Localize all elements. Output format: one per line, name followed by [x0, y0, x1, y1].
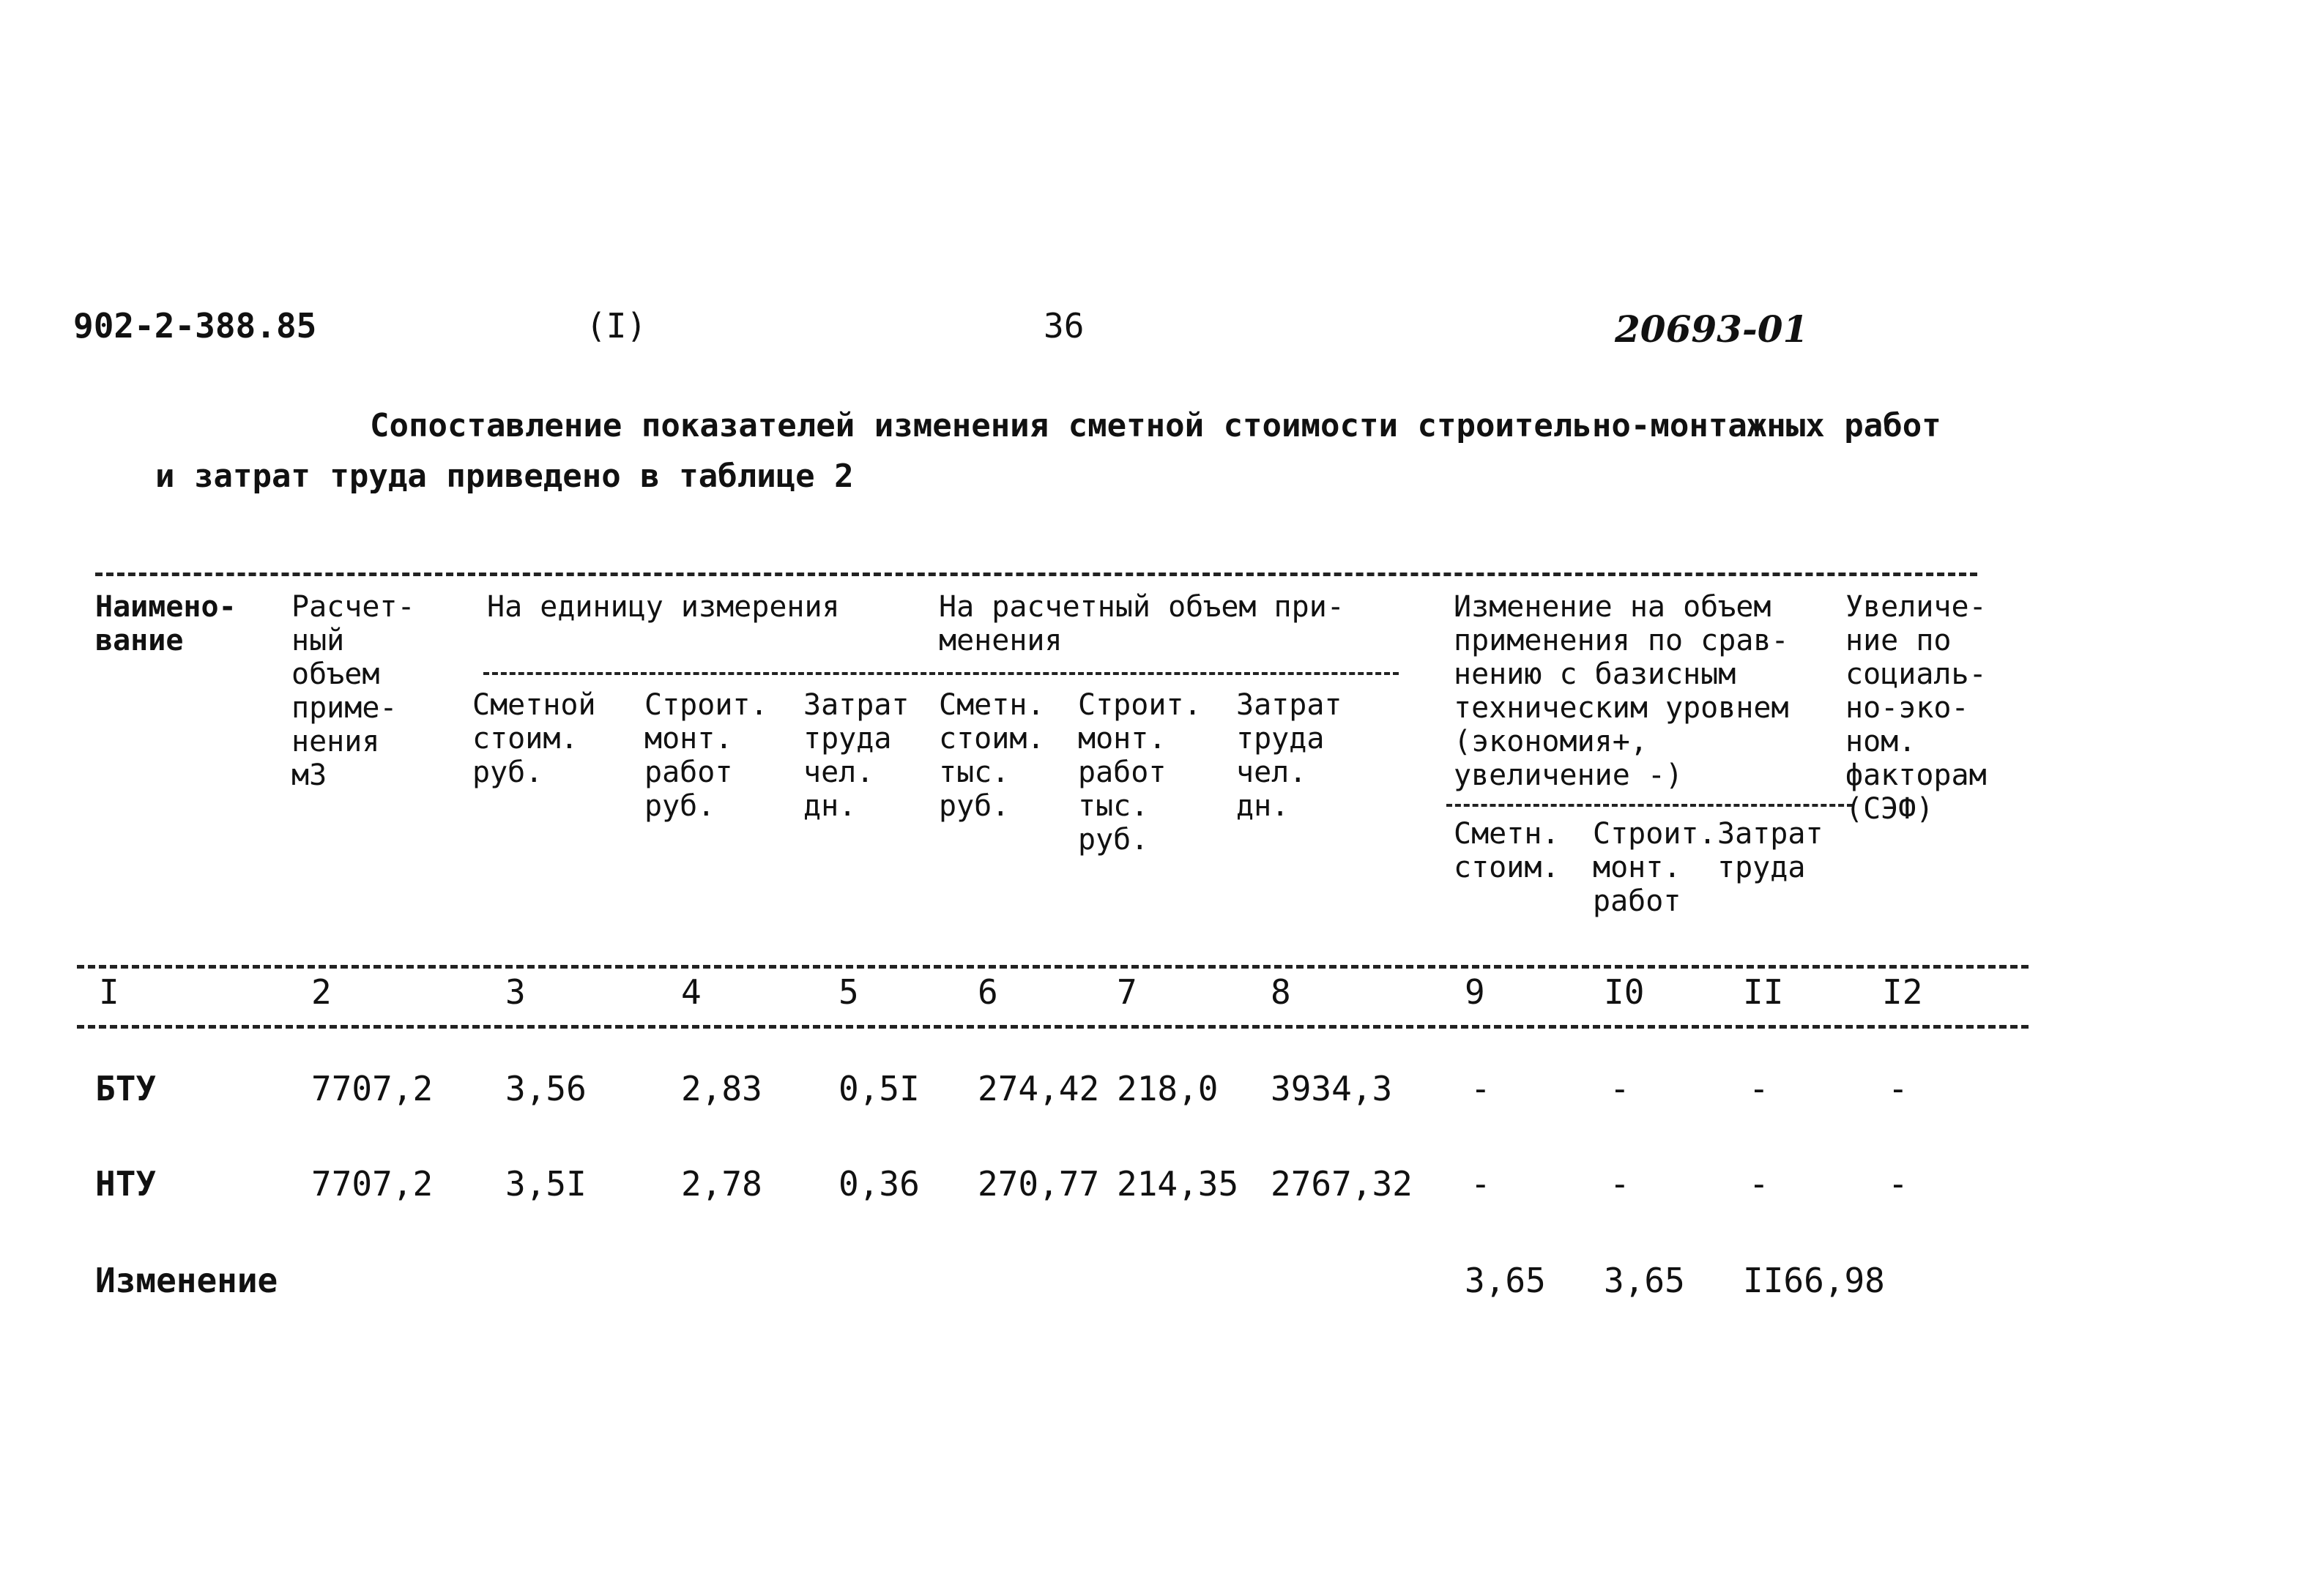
cell: - [1470, 1164, 1491, 1204]
cell: 7707,2 [311, 1164, 434, 1204]
header-per-volume: На расчетный объем при- менения [939, 590, 1345, 657]
cell: 0,36 [839, 1164, 920, 1204]
subheader-rule-left [483, 672, 1399, 675]
header-bottom-rule [77, 965, 2029, 969]
page-number: 36 [1044, 306, 1085, 346]
header-change: Изменение на объем применения по срав- нению с базисным техническим уровнем (экономия+, увеличение -) [1454, 590, 1789, 792]
table-top-rule [95, 573, 1977, 576]
document-code: 902-2-388.85 [73, 306, 317, 346]
column-number: 4 [681, 972, 702, 1012]
cell: 3,56 [505, 1069, 587, 1108]
column-numbers-rule [77, 1025, 2029, 1029]
column-number: 6 [978, 972, 998, 1012]
cell: - [1749, 1069, 1769, 1108]
column-number: I [99, 972, 119, 1012]
cell: 3,5I [505, 1164, 587, 1204]
header-estimated-cost-per-unit: Сметной стоим. руб. [472, 688, 596, 789]
header-labor-per-unit: Затрат труда чел. дн. [803, 688, 910, 823]
cell: - [1888, 1069, 1908, 1108]
document-part: (I) [586, 306, 647, 346]
row-name: БТУ [95, 1069, 157, 1108]
column-number: I0 [1604, 972, 1645, 1012]
header-estimated-cost-volume: Сметн. стоим. тыс. руб. [939, 688, 1045, 823]
cell: 274,42 [978, 1069, 1100, 1108]
cell: 214,35 [1117, 1164, 1239, 1204]
cell: 218,0 [1117, 1069, 1219, 1108]
header-change-labor: Затрат труда [1717, 817, 1823, 884]
column-number: II [1743, 972, 1784, 1012]
column-number: 9 [1465, 972, 1485, 1012]
header-per-unit: На единицу измерения [487, 590, 840, 624]
cell: - [1610, 1164, 1630, 1204]
cell: 3,65 [1604, 1261, 1685, 1300]
header-construction-volume: Строит. монт. работ тыс. руб. [1078, 688, 1202, 857]
cell: - [1888, 1164, 1908, 1204]
column-number: 5 [839, 972, 859, 1012]
cell: 3934,3 [1271, 1069, 1393, 1108]
cell: - [1470, 1069, 1491, 1108]
header-change-cost: Сметн. стоим. [1454, 817, 1560, 884]
header-construction-per-unit: Строит. монт. работ руб. [644, 688, 768, 823]
subheader-rule-right [1446, 804, 1853, 807]
cell: - [1749, 1164, 1769, 1204]
column-number: 7 [1117, 972, 1137, 1012]
inventory-number: 20693-01 [1615, 307, 1809, 351]
cell: - [1610, 1069, 1630, 1108]
cell: 2,83 [681, 1069, 762, 1108]
cell: 3,65 [1465, 1261, 1546, 1300]
header-volume: Расчет- ный объем приме- нения м3 [291, 590, 415, 792]
header-sef-increase: Увеличе- ние по социаль- но-эко- ном. факторам (СЭФ) [1845, 590, 1987, 826]
column-number: 8 [1271, 972, 1291, 1012]
intro-line-1: Сопоставление показателей изменения сметной стоимости строительно-монтажных работ [370, 407, 1941, 444]
cell: 270,77 [978, 1164, 1100, 1204]
header-change-construction: Строит. монт. работ [1593, 817, 1717, 918]
cell: 2767,32 [1271, 1164, 1413, 1204]
cell: 2,78 [681, 1164, 762, 1204]
header-name: Наимено- вание [95, 590, 237, 657]
cell: 0,5I [839, 1069, 920, 1108]
column-number: 2 [311, 972, 332, 1012]
intro-line-2: и затрат труда приведено в таблице 2 [155, 458, 854, 495]
cell: 7707,2 [311, 1069, 434, 1108]
row-name: НТУ [95, 1164, 157, 1204]
column-number: 3 [505, 972, 526, 1012]
cell: II66,98 [1743, 1261, 1885, 1300]
column-number: I2 [1882, 972, 1923, 1012]
row-name: Изменение [95, 1261, 278, 1300]
header-labor-volume: Затрат труда чел. дн. [1236, 688, 1342, 823]
